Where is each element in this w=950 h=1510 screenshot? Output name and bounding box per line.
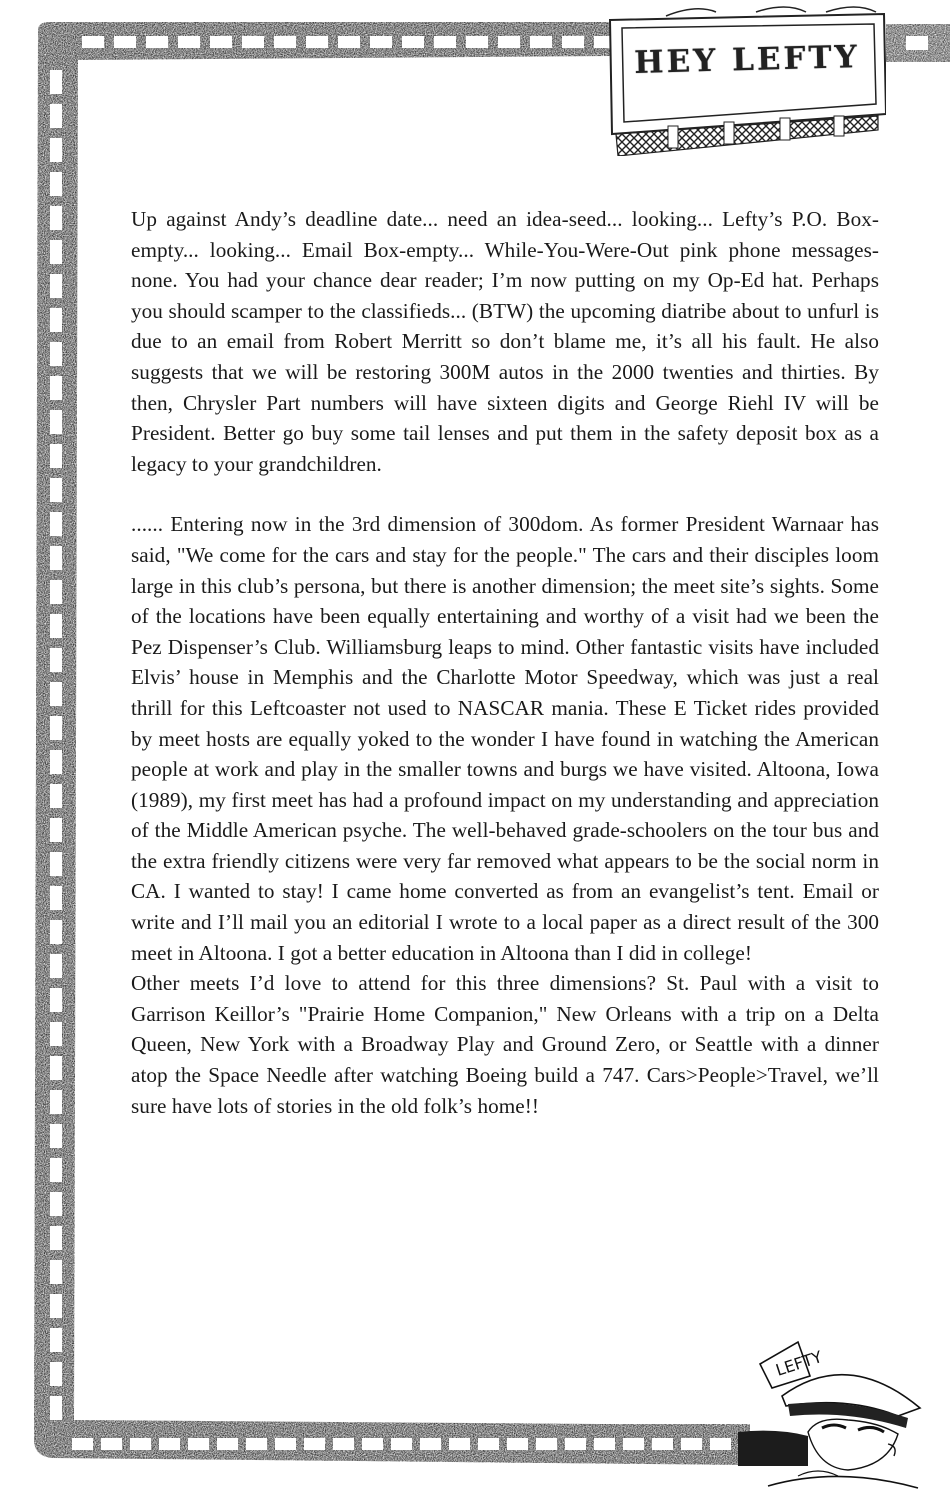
sprocket-hole <box>530 36 552 48</box>
sprocket-hole <box>114 36 136 48</box>
sprocket-hole <box>275 1438 296 1450</box>
sprocket-hole <box>50 988 62 1012</box>
sprocket-hole <box>246 1438 267 1450</box>
sprocket-hole <box>333 1438 354 1450</box>
article-body <box>131 204 879 1121</box>
sprocket-hole <box>710 1438 731 1450</box>
sprocket-hole <box>50 1056 62 1080</box>
sprocket-hole <box>50 478 62 502</box>
sprocket-hole <box>50 410 62 434</box>
sprocket-hole <box>50 852 62 876</box>
sprocket-hole <box>507 1438 528 1450</box>
sprocket-hole <box>50 1090 62 1114</box>
sprocket-hole <box>101 1438 122 1450</box>
lefty-caricature-icon <box>738 1336 938 1496</box>
sprocket-hole <box>50 1226 62 1250</box>
sprocket-hole <box>306 36 328 48</box>
sprocket-hole <box>338 36 360 48</box>
sprocket-hole <box>50 648 62 672</box>
sprocket-hole <box>562 36 584 48</box>
article-paragraph-1: Up against Andy’s deadline date... need an idea-seed... looking... Lefty’s P.O. Box-empty... looking... Email Box-empty... While-You-Were-Out pink phone messages-none. You had your chance dear reader; I’m now putting on my Op-Ed hat. Perhaps you should scamper to the classifieds... (BTW) the upcoming diatribe about to unfurl is due to an email from Robert Merritt so don’t blame me, it’s all his fault. He also suggests that we will be restoring 300M autos in the 2000 twenties and thirties. By then, Chrysler Part numbers will have sixteen digits and George Riehl IV will be President. Better go buy some tail lenses and put them in the safety deposit box as a legacy to your grandchildren. <box>131 207 879 476</box>
sprocket-hole <box>50 1124 62 1148</box>
article-paragraph-2: ...... Entering now in the 3rd dimension of 300dom. As former President Warnaar has said, "We come for the cars and stay for the people." The cars and their disciples loom large in this club’s persona, but there is another dimension; the meet site’s sights. Some of the locations have been equally entertaining and worthy of a visit had we been the Pez Dispenser’s Club. Williamsburg leaps to mind. Other fantastic visits have included Elvis’ house in Memphis and the Charlotte Motor Speedway, which was just a real thrill for this Leftcoaster not used to NASCAR mania. These E Ticket rides provided by meet hosts are equally yoked to the wonder I have found in watching the American people at work and play in the smaller towns and burgs we have visited. Altoona, Iowa (1989), my first meet has had a profound impact on my understanding and appreciation of the Middle American psyche. The well-behaved grade-schoolers on the tour bus and the extra friendly citizens were very far removed what appears to be the social norm in CA. I wanted to stay! I came home converted as from an evangelist’s tent. Email or write and I’ll mail you an editorial I wrote to a local paper as a direct result of the 300 meet in Altoona. I got a better education in Altoona than I did in college! <box>131 512 879 965</box>
sprocket-hole <box>50 138 62 162</box>
sprocket-hole <box>536 1438 557 1450</box>
sprocket-hole <box>50 342 62 366</box>
sprocket-hole <box>188 1438 209 1450</box>
sprocket-hole <box>50 104 62 128</box>
page-title: HEY LEFTY <box>633 39 861 81</box>
sprocket-hole <box>50 546 62 570</box>
sprocket-hole <box>50 376 62 400</box>
sprocket-hole <box>50 580 62 604</box>
sprocket-hole <box>50 784 62 808</box>
sprocket-hole <box>449 1438 470 1450</box>
sprocket-hole <box>50 240 62 264</box>
signature-text: LEFTY <box>773 1347 825 1380</box>
sprocket-hole <box>217 1438 238 1450</box>
header-sign <box>606 6 886 156</box>
sprocket-hole <box>362 1438 383 1450</box>
sprocket-hole <box>50 1192 62 1216</box>
sprocket-hole <box>50 920 62 944</box>
sprocket-hole <box>50 716 62 740</box>
article-paragraph-3: Other meets I’d love to attend for this three dimensions? St. Paul with a visit to Garrison Keillor’s "Prairie Home Companion," New Orleans with a trip on a Delta Queen, New York with a Broadway Play and Ground Zero, or Seattle with a dinner atop the Space Needle after watching Boeing build a 747. Cars>People>Travel, we’ll sure have lots of stories in the old folk’s home!! <box>131 971 879 1118</box>
sprocket-hole <box>50 818 62 842</box>
sprocket-hole <box>681 1438 702 1450</box>
sprocket-hole <box>50 750 62 774</box>
sprocket-hole <box>242 36 264 48</box>
sprocket-hole <box>50 1022 62 1046</box>
sprocket-hole <box>652 1438 673 1450</box>
sprocket-hole <box>420 1438 441 1450</box>
sprocket-hole <box>50 308 62 332</box>
sprocket-hole <box>478 1438 499 1450</box>
sprocket-hole <box>274 36 296 48</box>
sprocket-hole <box>50 1158 62 1182</box>
sprocket-hole <box>50 614 62 638</box>
sprocket-hole <box>370 36 392 48</box>
sprocket-hole <box>304 1438 325 1450</box>
sprocket-hole <box>210 36 232 48</box>
sprocket-hole <box>50 1294 62 1318</box>
sprocket-hole <box>391 1438 412 1450</box>
sprocket-hole <box>50 172 62 196</box>
sprocket-hole <box>50 1362 62 1386</box>
sprocket-hole <box>594 1438 615 1450</box>
sprocket-hole <box>50 954 62 978</box>
sprocket-hole <box>50 886 62 910</box>
sprocket-hole <box>82 36 104 48</box>
sprocket-hole <box>565 1438 586 1450</box>
sprocket-hole <box>50 512 62 536</box>
sprocket-hole <box>50 206 62 230</box>
sprocket-hole <box>146 36 168 48</box>
sprocket-hole <box>50 1396 62 1420</box>
sprocket-hole <box>434 36 456 48</box>
sprocket-hole <box>50 274 62 298</box>
sprocket-hole <box>402 36 424 48</box>
sprocket-hole <box>50 444 62 468</box>
sprocket-hole <box>50 70 62 94</box>
sprocket-hole <box>498 36 520 48</box>
sprocket-hole <box>130 1438 151 1450</box>
sprocket-hole <box>50 682 62 706</box>
sprocket-hole <box>50 1328 62 1352</box>
sprocket-hole <box>72 1438 93 1450</box>
sprocket-hole <box>623 1438 644 1450</box>
sprocket-hole <box>50 1260 62 1284</box>
sprocket-hole <box>466 36 488 48</box>
sprocket-hole <box>178 36 200 48</box>
sprocket-hole <box>159 1438 180 1450</box>
